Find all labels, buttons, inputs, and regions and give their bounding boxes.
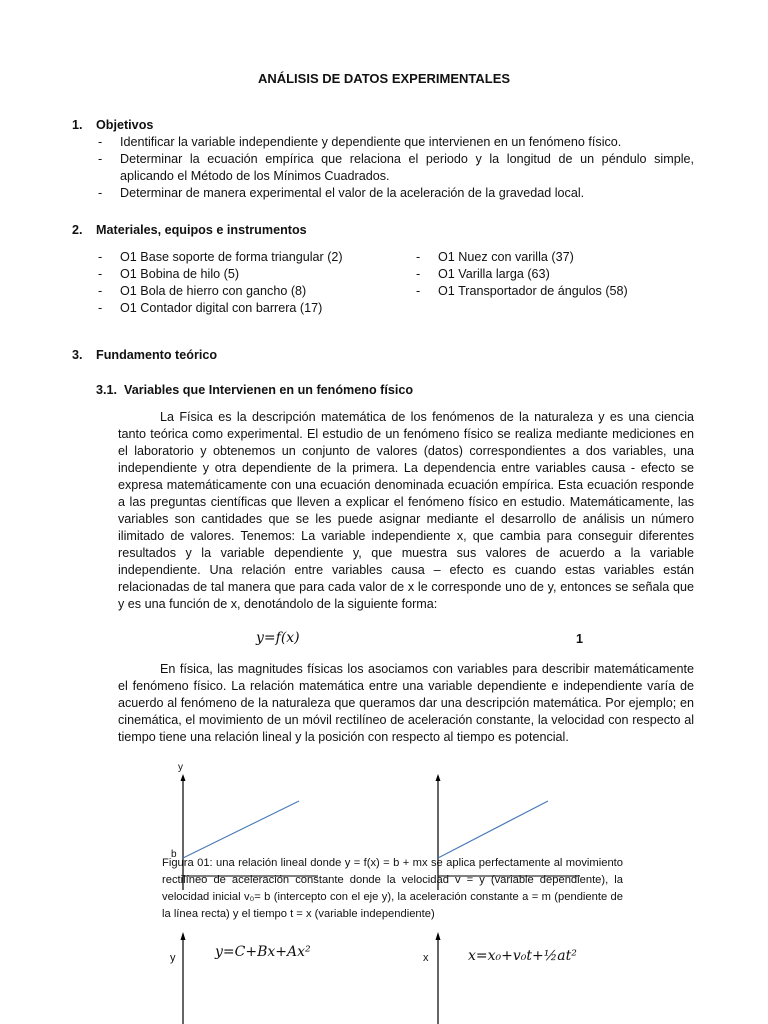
list-item: - O1 Base soporte de forma triangular (2): [96, 249, 396, 266]
subsection-3-1-heading: 3.1. Variables que Intervienen en un fenómeno físico: [96, 383, 414, 397]
list-item: - Identificar la variable independiente y dependiente que intervienen en un fenómeno físico.: [96, 134, 694, 151]
document-title: ANÁLISIS DE DATOS EXPERIMENTALES: [257, 71, 511, 86]
equation-1: y=f(x): [256, 630, 300, 646]
list-item: - O1 Transportador de ángulos (58): [414, 283, 714, 300]
figure-2-equation-left: y=C+Bx+Ax²: [215, 944, 311, 960]
list-item: - O1 Bola de hierro con gancho (8): [96, 283, 396, 300]
figure-1-b-label: b: [171, 849, 177, 860]
list-item: - O1 Contador digital con barrera (17): [96, 300, 396, 317]
list-item: - Determinar la ecuación empírica que relaciona el periodo y la longitud de un péndulo simple, aplicando el Método de los Mínimos Cuadrados.: [96, 151, 694, 185]
list-item: - O1 Bobina de hilo (5): [96, 266, 396, 283]
section-1-heading: 1. Objetivos: [72, 118, 154, 132]
bottom-left-arrow-icon: [181, 932, 186, 940]
list-item: - O1 Varilla larga (63): [414, 266, 714, 283]
figure-1-y-label: y: [178, 762, 183, 773]
paragraph-1: La Física es la descripción matemática de los fenómenos de la naturaleza y es una ciencia tanto teórica como experimental. El estudio de un fenómeno físico se realiza mediante mediciones en el laboratorio y obtenemos un conjunto de valores (datos) correspondientes a dos variables, una independiente y otra dependiente de la primera. La dependencia entre variables causa - efecto se expresa matemáticamente con una ecuación denominada ecuación empírica. Esta ecuación responde a las preguntas científicas que lleven a explicar el fenómeno físico en estudio. Matemáticamente, las variables son cantidades que se les puede asignar mediante el desarrollo de análisis un número ilimitado de valores. Tenemos: La variable independiente x, que cambia para conseguir diferentes resultados y la variable dependiente y, que muestra sus valores de acuerdo a la variable independiente. Una relación entre variables causa – efecto es cuando estas variables están relacionadas de tal manera que para cada valor de x le corresponde uno de y, entonces se señala que y es una función de x, denotándolo de la siguiente forma:: [118, 410, 694, 611]
right-y-axis-arrow-icon: [436, 774, 441, 781]
section-2-heading: 2. Materiales, equipos e instrumentos: [72, 223, 307, 237]
section-3-heading: 3. Fundamento teórico: [72, 348, 218, 362]
figure-2-left-axis-label: y: [170, 952, 176, 964]
figure-1-caption: Figura 01: una relación lineal donde y = f(x) = b + mx se aplica perfectamente al movimiento rectilíneo de aceleración constante donde la velocidad v = y (variable dependiente), la velocidad inicial v₀= b (intercepto con el eje y), la aceleración constante a = m (pendiente de la línea recta) y el tiempo t = x (variable independiente): [162, 857, 623, 920]
equation-1-number: 1: [576, 632, 584, 646]
list-item: - O1 Nuez con varilla (37): [414, 249, 714, 266]
right-linear-line: [438, 801, 548, 858]
paragraph-2: En física, las magnitudes físicas los asociamos con variables para describir matemáticamente el fenómeno físico. La relación matemática entre una variable dependiente e independiente varía de acuerdo al fenómeno de la naturaleza que queramos dar una descripción matemática. Por ejemplo; en cinemática, el movimiento de un móvil rectilíneo de aceleración constante, la velocidad con respecto al tiempo tiene una relación lineal y la posición con respecto al tiempo es potencial.: [118, 662, 694, 744]
figure-2-equation-right: x=x₀+v₀t+½at²: [468, 948, 577, 964]
figure-2-right-axis-label: x: [423, 952, 429, 964]
bottom-right-arrow-icon: [436, 932, 441, 940]
list-item: - Determinar de manera experimental el valor de la aceleración de la gravedad local.: [96, 185, 694, 202]
left-linear-line: [183, 801, 299, 858]
